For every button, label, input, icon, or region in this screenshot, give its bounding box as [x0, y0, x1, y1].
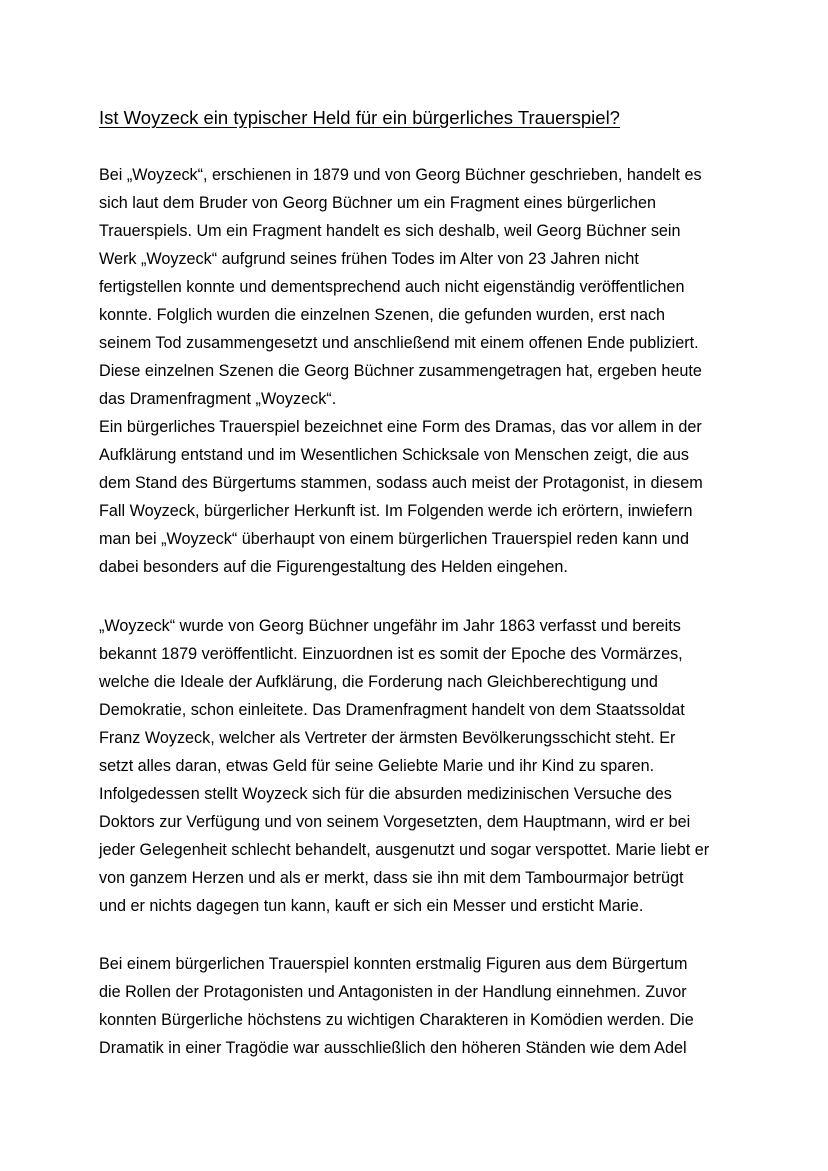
paragraph-line: Bei einem bürgerlichen Trauerspiel konnten erstmalig Figuren aus dem Bürgertum	[99, 955, 688, 973]
paragraph-line: „Woyzeck“ wurde von Georg Büchner ungefähr im Jahr 1863 verfasst und bereits	[99, 617, 681, 635]
paragraph-line: jeder Gelegenheit schlecht behandelt, ausgenutzt und sogar verspottet. Marie liebt er	[99, 841, 710, 859]
paragraph-line: Doktors zur Verfügung und von seinem Vorgesetzten, dem Hauptmann, wird er bei	[99, 813, 691, 831]
document-title: Ist Woyzeck ein typischer Held für ein bürgerliches Trauerspiel?	[99, 107, 620, 128]
paragraph-line: Werk „Woyzeck“ aufgrund seines frühen Todes im Alter von 23 Jahren nicht	[99, 250, 639, 268]
paragraph-line: das Dramenfragment „Woyzeck“.	[99, 390, 337, 408]
paragraph-line: dabei besonders auf die Figurengestaltung des Helden eingehen.	[99, 558, 568, 576]
paragraph-line: Franz Woyzeck, welcher als Vertreter der ärmsten Bevölkerungsschicht steht. Er	[99, 729, 676, 747]
paragraph-line: die Rollen der Protagonisten und Antagonisten in der Handlung einnehmen. Zuvor	[99, 983, 687, 1001]
paragraph-line: setzt alles daran, etwas Geld für seine Geliebte Marie und ihr Kind zu sparen.	[99, 757, 655, 775]
paragraph-line: seinem Tod zusammengesetzt und anschließend mit einem offenen Ende publiziert.	[99, 334, 699, 352]
paragraph-line: man bei „Woyzeck“ überhaupt von einem bürgerlichen Trauerspiel reden kann und	[99, 530, 689, 548]
paragraph-line: Fall Woyzeck, bürgerlicher Herkunft ist. Im Folgenden werde ich erörtern, inwiefern	[99, 502, 693, 520]
paragraph-line: bekannt 1879 veröffentlicht. Einzuordnen ist es somit der Epoche des Vormärzes,	[99, 645, 683, 663]
paragraph-line: Bei „Woyzeck“, erschienen in 1879 und von Georg Büchner geschrieben, handelt es	[99, 166, 702, 184]
paragraph-line: Diese einzelnen Szenen die Georg Büchner zusammengetragen hat, ergeben heute	[99, 362, 702, 380]
paragraph-line: sich laut dem Bruder von Georg Büchner um ein Fragment eines bürgerlichen	[99, 194, 656, 212]
paragraph-line: dem Stand des Bürgertums stammen, sodass auch meist der Protagonist, in diesem	[99, 474, 703, 492]
paragraph-line: konnte. Folglich wurden die einzelnen Szenen, die gefunden wurden, erst nach	[99, 306, 666, 324]
paragraph-line: konnten Bürgerliche höchstens zu wichtigen Charakteren in Komödien werden. Die	[99, 1011, 694, 1029]
paragraph-line: Dramatik in einer Tragödie war ausschließlich den höheren Ständen wie dem Adel	[99, 1039, 687, 1057]
paragraph-line: Demokratie, schon einleitete. Das Dramenfragment handelt von dem Staatssoldat	[99, 701, 685, 719]
paragraph-line: von ganzem Herzen und als er merkt, dass sie ihn mit dem Tambourmajor betrügt	[99, 869, 684, 887]
paragraph-line: fertigstellen konnte und dementsprechend auch nicht eigenständig veröffentlichen	[99, 278, 685, 296]
paragraph-line: Aufklärung entstand und im Wesentlichen Schicksale von Menschen zeigt, die aus	[99, 446, 689, 464]
paragraph-line: welche die Ideale der Aufklärung, die Forderung nach Gleichberechtigung und	[99, 673, 658, 691]
paragraph-line: Ein bürgerliches Trauerspiel bezeichnet eine Form des Dramas, das vor allem in der	[99, 418, 702, 436]
paragraph-line: und er nichts dagegen tun kann, kauft er sich ein Messer und ersticht Marie.	[99, 897, 644, 915]
paragraph-line: Infolgedessen stellt Woyzeck sich für die absurden medizinischen Versuche des	[99, 785, 672, 803]
paragraph-line: Trauerspiels. Um ein Fragment handelt es sich deshalb, weil Georg Büchner sein	[99, 222, 681, 240]
